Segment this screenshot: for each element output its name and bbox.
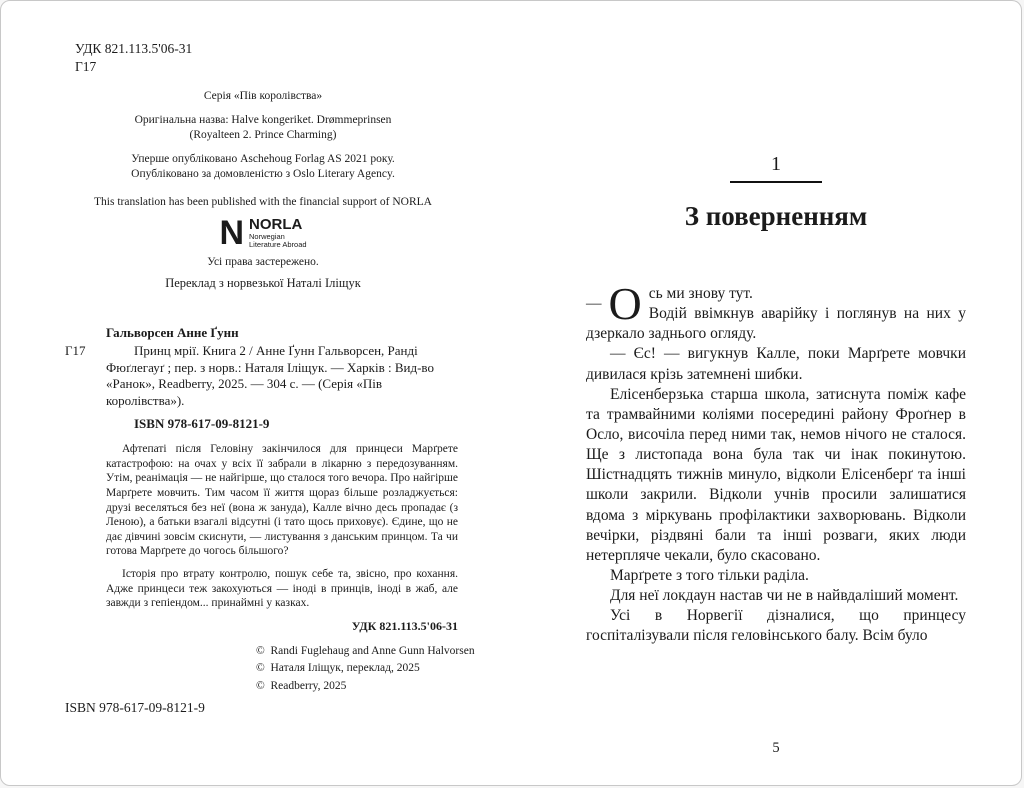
copyright-text: Randi Fuglehaug and Anne Gunn Halvorsen [270, 645, 475, 657]
chapter-body [586, 278, 966, 647]
author-name: Гальворсен Анне Ґунн [106, 324, 239, 340]
translation-credit: Переклад з норвезької Наталі Іліщук [165, 275, 361, 290]
copyright-line [256, 678, 491, 695]
copyright-text: Наталя Іліщук, переклад, 2025 [270, 662, 420, 675]
dropcap-letter: О [608, 278, 642, 329]
catalog-code: Г17 [65, 342, 86, 358]
copyright-symbol: © [256, 662, 265, 675]
series-line: Серія «Пів королівства» [203, 90, 323, 102]
copyright-symbol: © [256, 645, 265, 657]
body-paragraph: Елісенберзька старша школа, затиснута поміж кафе та трамвайними коліями посередині району Фроґнер в Осло, височіла перед ними так, немов нічого не сталося. Ще з листопада вона була так чи інак покинутою. Шістнадцять тижнів минуло, відколи Елісенберґ та інші школи закрили. Відколи учнів просили залишатися вдома з міркувань профілактики захворювань. Відколи вечірки, різдвяні бали та інші розваги, яких люди нетерпляче чекали, було скасовано. [586, 385, 966, 564]
udc-code-top: УДК 821.113.5'06-31 [75, 41, 193, 56]
catalog-entry [65, 342, 458, 411]
copyright-line [256, 660, 491, 677]
catalog-code-top: Г17 [75, 59, 97, 74]
imprint-page [63, 41, 475, 741]
norla-logo [63, 213, 463, 252]
first-published-line2: Опубліковано за домовленістю з Oslo Literary Agency. [131, 167, 395, 180]
isbn-entry: ISBN 978-617-09-8121-9 [134, 416, 270, 432]
isbn-bottom: ISBN 978-617-09-8121-9 [65, 699, 205, 715]
chapter-title: З поверненням [684, 201, 868, 231]
body-paragraph: Для неї локдаун настав чи не в найвдаліший момент. [610, 587, 959, 605]
body-paragraph: Усі в Норвегії дізналися, що принцесу госпіталізували після геловінського балу. Всім було [586, 607, 966, 645]
annotation-paragraph-1: Афтепаті після Геловіну закінчилося для принцеси Марґрете катастрофою: на очах у всіх її забрали в лікарню з передозуванням. Утім, реанімація — не найгірше, що сталося того вечора. Про найгірше Марґрете мовчить. Тим часом її життя щораз більше розладжується: друзі веселяться без неї (вона ж зануда), Калле вічно десь пропадає (з Леною), а батьки взагалі відсутні (і тато щось приховує). Єдине, що не дає дівчині зовсім скиснути, — листування з данським принцом. Та чи готова Марґрете до чогось більшого? [106, 443, 458, 558]
norla-logo-text [249, 217, 307, 249]
chapter-page [586, 153, 966, 647]
norla-support-note: This translation has been published with the financial support of NORLA [94, 195, 432, 208]
chapter-rule [730, 181, 822, 183]
opening-second-sentence: Водій ввімкнув аварійку і поглянув на них у дзеркало заднього огляду. [586, 305, 966, 343]
norla-logo-name: NORLA [249, 215, 303, 233]
norla-logo-subtitle-2: Literature Abroad [249, 239, 307, 249]
copyright-line [256, 643, 491, 660]
opening-dash: — [586, 295, 602, 312]
first-published-line1: Уперше опубліковано Aschehoug Forlag AS 2021 року. [131, 152, 395, 165]
catalog-entry-text: Принц мрії. Книга 2 / Анне Ґунн Гальворсен, Ранді Фюґлегауґ ; пер. з норв.: Наталя Іліщук. — Харків : Вид-во «Ранок», Readberry, 2025. — 304 с. — (Серія «Пів королівства»). [106, 342, 434, 409]
rights-reserved: Усі права застережено. [207, 255, 319, 268]
opening-first-line: сь ми знову тут. [648, 285, 753, 302]
copyright-symbol: © [256, 679, 265, 692]
norla-logo-subtitle-1: Norwegian [249, 231, 285, 241]
copyright-block [256, 643, 491, 695]
body-paragraph: Марґрете з того тільки раділа. [610, 566, 809, 584]
original-title [63, 113, 463, 143]
page-number: 5 [772, 739, 780, 756]
udc-code-bottom: УДК 821.113.5'06-31 [351, 618, 458, 633]
original-title-line1: Оригінальна назва: Halve kongeriket. Drømmeprinsen [134, 113, 392, 126]
opening-paragraph [586, 278, 966, 344]
annotation-paragraph-2: Історія про втрату контролю, пошук себе та, звісно, про кохання. Адже принцеси теж закохуються — іноді в принців, іноді в жаб, але завжди з гепіендом... принаймні у казках. [106, 568, 458, 610]
copyright-text: Readberry, 2025 [270, 679, 347, 692]
first-published [63, 152, 463, 182]
original-title-line2: (Royalteen 2. Prince Charming) [189, 128, 337, 141]
norla-logo-icon: N [219, 213, 244, 252]
chapter-number: 1 [771, 153, 781, 175]
body-paragraph: — Єс! — вигукнув Калле, поки Марґрете мовчки дивилася крізь затемнені шибки. [586, 345, 966, 383]
